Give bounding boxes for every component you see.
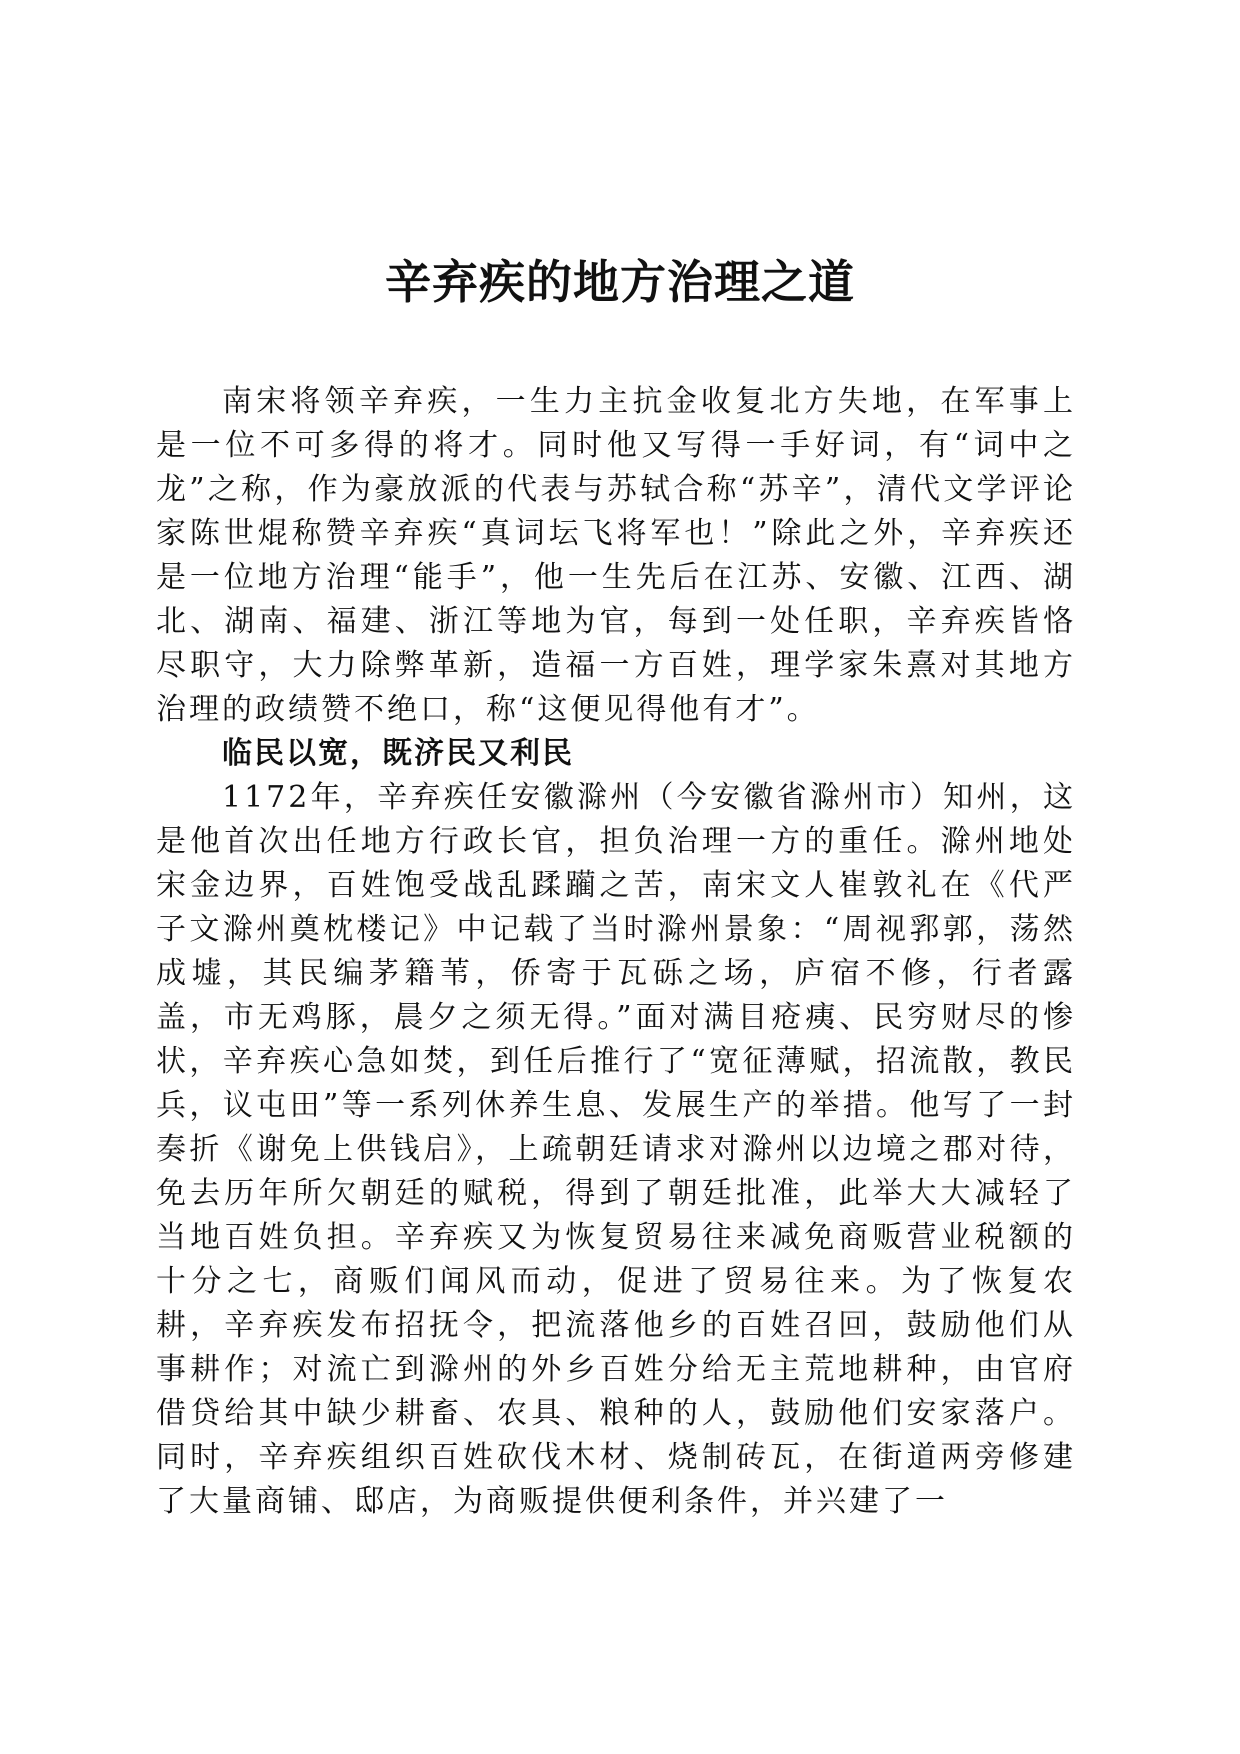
section-heading: 临民以宽，既济民又利民 xyxy=(222,736,574,771)
document-title: 辛弃疾的地方治理之道 xyxy=(385,255,855,309)
document-body xyxy=(156,380,1076,1524)
section-paragraph: 1172年，辛弃疾任安徽滁州（今安徽省滁州市）知州，这是他首次出任地方行政长官，担负治理一方的重任。滁州地处宋金边界，百姓饱受战乱蹂躏之苦，南宋文人崔敦礼在《代严子文滁州奠枕楼记》中记载了当时滁州景象：“周视郛郭，荡然成墟，其民编茅籍苇，侨寄于瓦砾之场，庐宿不修，行者露盖，市无鸡豚，晨夕之须无得。”面对满目疮痍、民穷财尽的惨状，辛弃疾心急如焚，到任后推行了“宽征薄赋，招流散，教民兵，议屯田”等一系列休养生息、发展生产的举措。他写了一封奏折《谢免上供钱启》，上疏朝廷请求对滁州以边境之郡对待，免去历年所欠朝廷的赋税，得到了朝廷批准，此举大大减轻了当地百姓负担。辛弃疾又为恢复贸易往来减免商贩营业税额的十分之七，商贩们闻风而动，促进了贸易往来。为了恢复农耕，辛弃疾发布招抚令，把流落他乡的百姓召回，鼓励他们从事耕作；对流亡到滁州的外乡百姓分给无主荒地耕种，由官府借贷给其中缺少耕畜、农具、粮种的人，鼓励他们安家落户。同时，辛弃疾组织百姓砍伐木材、烧制砖瓦，在街道两旁修建了大量商铺、邸店，为商贩提供便利条件，并兴建了一 xyxy=(156,780,1076,1519)
intro-paragraph: 南宋将领辛弃疾，一生力主抗金收复北方失地，在军事上是一位不可多得的将才。同时他又写得一手好词，有“词中之龙”之称，作为豪放派的代表与苏轼合称“苏辛”，清代文学评论家陈世焜称赞辛弃疾“真词坛飞将军也！”除此之外，辛弃疾还是一位地方治理“能手”，他一生先后在江苏、安徽、江西、湖北、湖南、福建、浙江等地为官，每到一处任职，辛弃疾皆恪尽职守，大力除弊革新，造福一方百姓，理学家朱熹对其地方治理的政绩赞不绝口，称“这便见得他有才”。 xyxy=(156,384,1076,727)
